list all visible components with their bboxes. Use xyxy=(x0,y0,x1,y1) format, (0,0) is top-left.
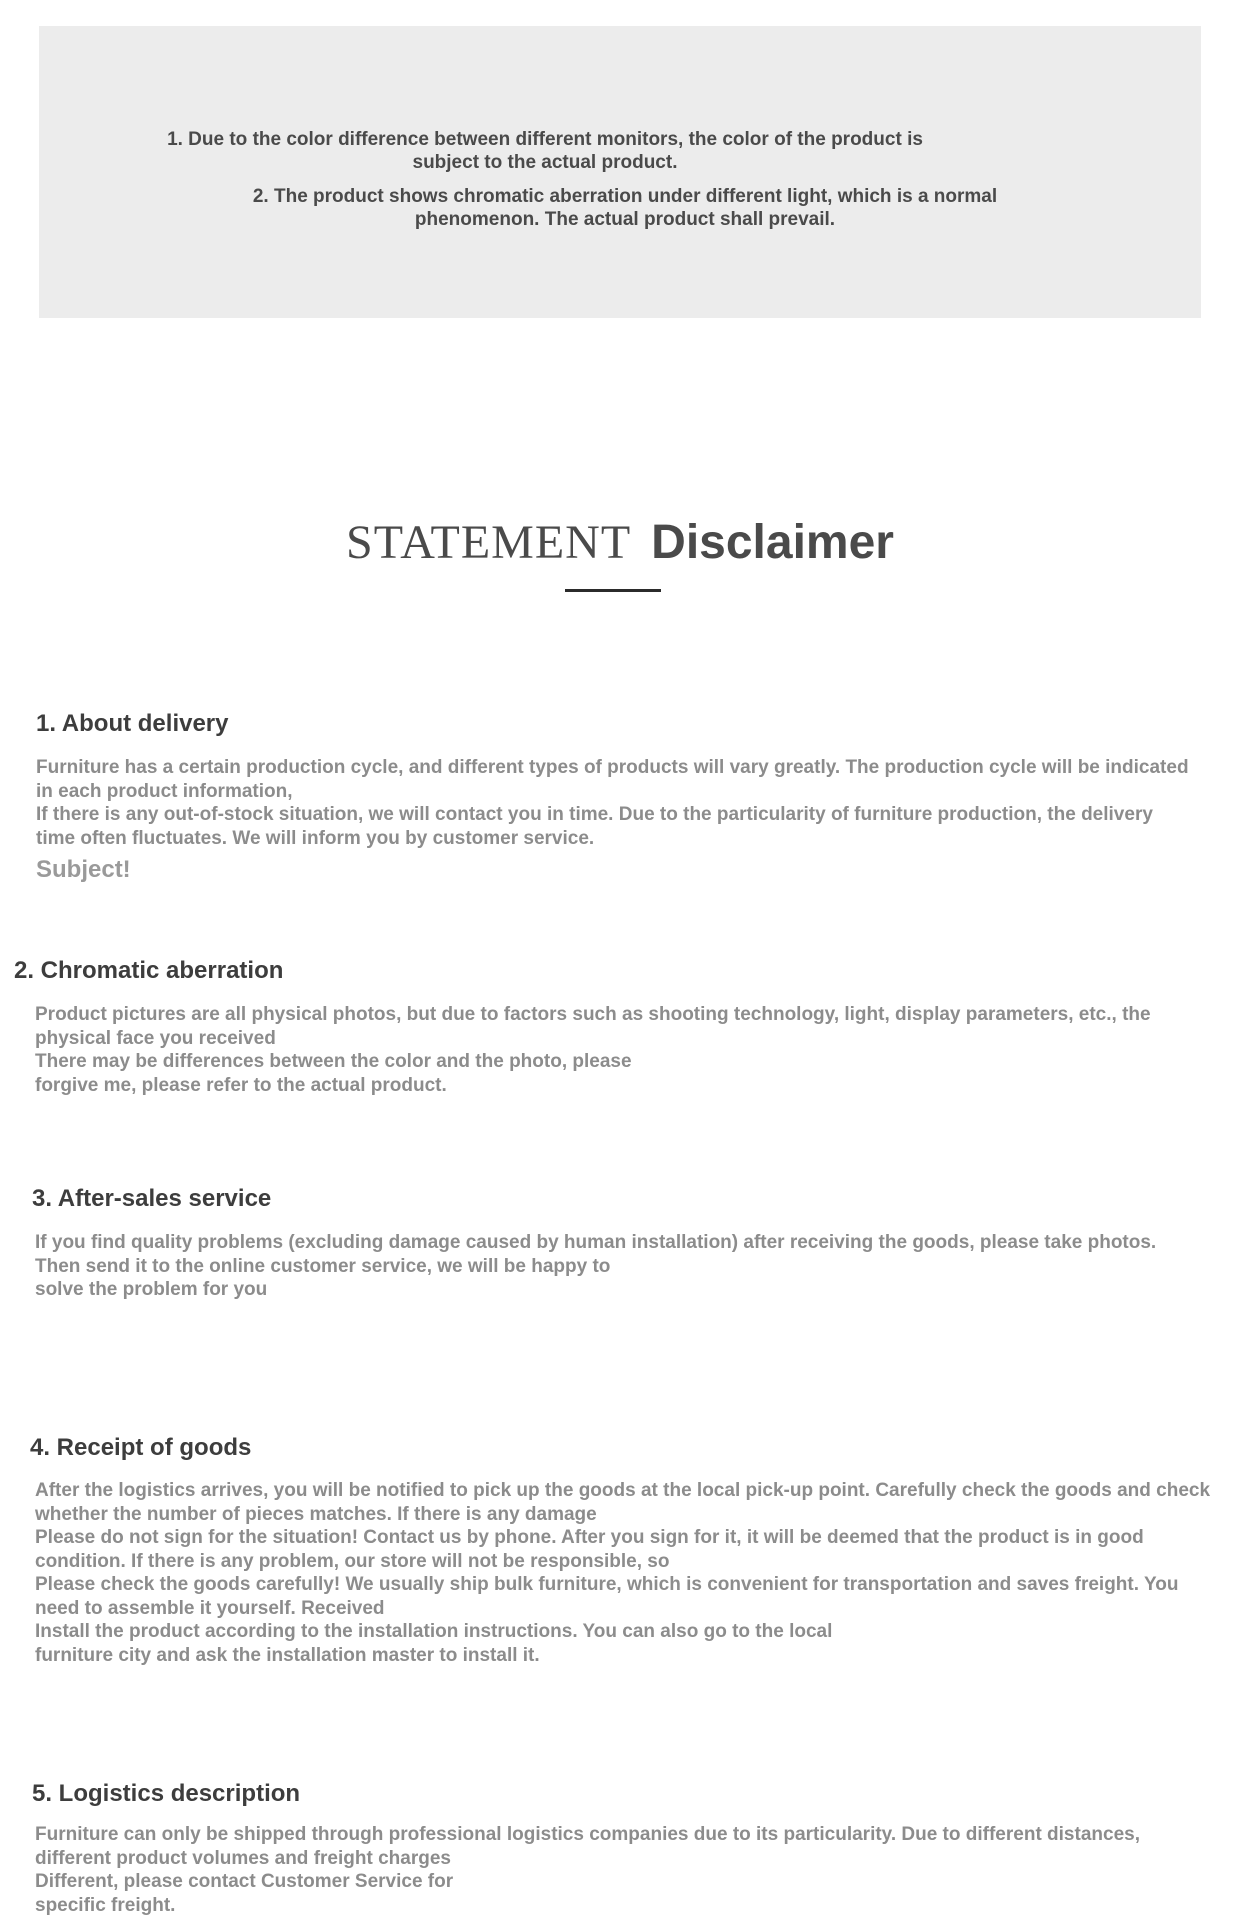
section-paragraph: After the logistics arrives, you will be notified to pick up the goods at the local pick-up point. Carefully check the goods and check whether the number of pieces matches. If there is any damage xyxy=(35,1480,1211,1525)
section-paragraph: forgive me, please refer to the actual product. xyxy=(35,1074,447,1096)
heading-disclaimer-word: Disclaimer xyxy=(651,516,894,569)
section-body-chromatic-aberration xyxy=(35,1003,1195,1097)
section-body-logistics-description xyxy=(35,1823,1220,1917)
section-title-receipt-of-goods: 4. Receipt of goods xyxy=(30,1434,252,1461)
section-body-receipt-of-goods xyxy=(35,1479,1215,1667)
subject-note: Subject! xyxy=(36,856,131,883)
section-title-chromatic-aberration: 2. Chromatic aberration xyxy=(14,957,284,984)
section-title-about-delivery: 1. About delivery xyxy=(36,710,229,737)
section-paragraph: Furniture can only be shipped through professional logistics companies due to its particularity. Due to different distances, different product volumes and freight charges xyxy=(35,1824,1140,1869)
color-notice-line-2: 2. The product shows chromatic aberration under different light, which is a normal phenomenon. The actual product shall prevail. xyxy=(252,186,998,230)
section-paragraph: specific freight. xyxy=(35,1894,176,1916)
section-paragraph: There may be differences between the color and the photo, please xyxy=(35,1051,632,1072)
heading-underline-divider xyxy=(565,589,661,592)
section-title-logistics-description: 5. Logistics description xyxy=(32,1780,301,1807)
heading-statement-word: STATEMENT xyxy=(346,516,632,569)
section-paragraph: Different, please contact Customer Service for xyxy=(35,1871,454,1892)
statement-disclaimer-heading xyxy=(0,515,1240,570)
section-paragraph: If you find quality problems (excluding damage caused by human installation) after receiving the goods, please take photos. xyxy=(35,1232,1157,1253)
section-title-after-sales-service: 3. After-sales service xyxy=(32,1185,272,1212)
section-paragraph: Product pictures are all physical photos, but due to factors such as shooting technology, light, display parameters, etc., the physical face you received xyxy=(35,1004,1151,1049)
section-body-after-sales-service xyxy=(35,1231,1180,1302)
section-paragraph: Then send it to the online customer service, we will be happy to xyxy=(35,1255,611,1277)
color-notice-line-1: 1. Due to the color difference between different monitors, the color of the product is subject to the actual product. xyxy=(167,129,923,173)
section-paragraph: furniture city and ask the installation master to install it. xyxy=(35,1644,540,1666)
section-paragraph: Install the product according to the installation instructions. You can also go to the local xyxy=(35,1621,833,1642)
section-body-about-delivery xyxy=(36,756,1196,850)
section-paragraph: If there is any out-of-stock situation, we will contact you in time. Due to the particularity of furniture production, the delivery time often fluctuates. We will inform you by customer service. xyxy=(36,804,1153,849)
section-paragraph: Please check the goods carefully! We usually ship bulk furniture, which is convenient for transportation and saves freight. You need to assemble it yourself. Received xyxy=(35,1574,1179,1619)
section-paragraph: Furniture has a certain production cycle, and different types of products will vary greatly. The production cycle will be indicated in each product information, xyxy=(36,757,1189,802)
section-paragraph: Please do not sign for the situation! Contact us by phone. After you sign for it, it will be deemed that the product is in good condition. If there is any problem, our store will not be responsible, so xyxy=(35,1527,1144,1572)
section-paragraph: solve the problem for you xyxy=(35,1279,268,1300)
